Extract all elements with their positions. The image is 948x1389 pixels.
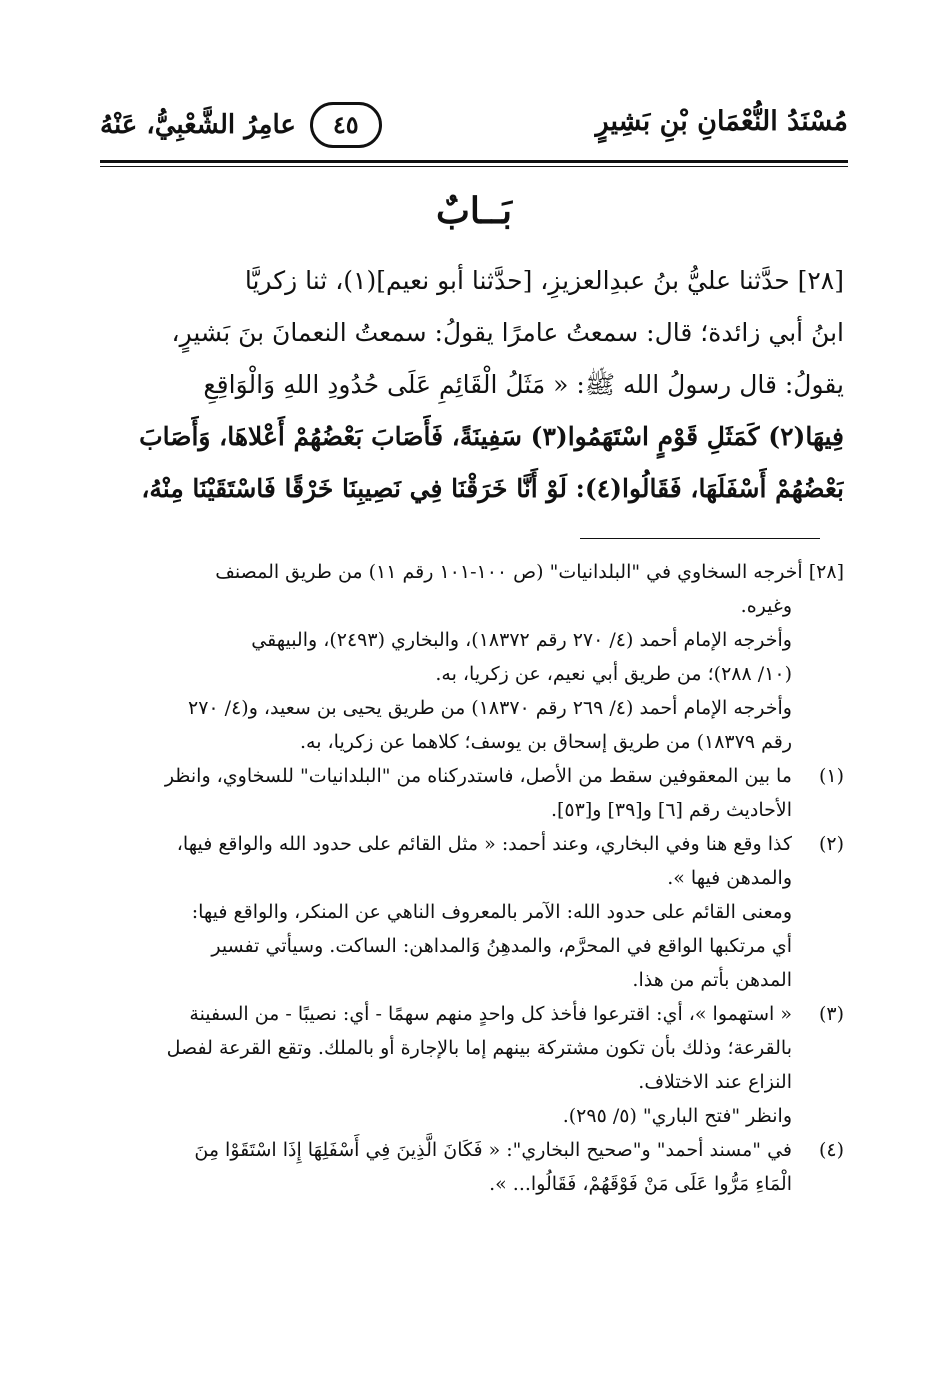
hadith-line: ابنُ أبي زائدة؛ قال: سمعتُ عامرًا يقولُ: سمعتُ النعمانَ بنَ بَشيرٍ،: [171, 318, 844, 347]
header-left-group: [100, 102, 382, 148]
footnote-line: « استهموا »، أي: اقترعوا فأخذ كل واحدٍ منهم سهمًا - أي: نصيبًا - من السفينة: [189, 1003, 792, 1025]
footnote-line: أي مرتكبها الواقع في المحرَّم، والمدهِنُ وَالمداهن: الساكت. وسيأتي تفسير: [211, 935, 792, 957]
footnote-line: والمدهن فيها ».: [667, 867, 792, 889]
footnote-28: [104, 555, 844, 623]
footnote-line: المدهن بأتم من هذا.: [632, 969, 792, 991]
section-title: عامِرُ الشَّعْبِيُّ، عَنْهُ: [100, 110, 296, 140]
footnote-2: [104, 827, 844, 895]
footnote-line: الْمَاءِ مَرُّوا عَلَى مَنْ فَوْقَهُمْ، فَقَالُوا... ».: [489, 1173, 792, 1195]
footnote-4: [104, 1133, 844, 1201]
footnote-28-b: [104, 623, 844, 691]
footnote-line: بالقرعة؛ وذلك بأن تكون مشتركة بينهم إما بالإجارة أو بالملك. وتقع القرعة لفصل: [166, 1037, 792, 1059]
footnote-separator: [580, 538, 820, 539]
footnotes: [104, 555, 844, 1201]
footnote-line: في "مسند أحمد" و"صحيح البخاري": « فَكَانَ الَّذِينَ فِي أَسْفَلِهَا إِذَا اسْتَقَوْا مِنَ: [194, 1139, 792, 1161]
header-rule-thin: [100, 166, 848, 167]
hadith-line: بَعْضُهُمْ أَسْفَلَهَا، فَقَالُوا(٤): لَوْ أَنَّا خَرَقْنَا فِي نَصِيبِنَا خَرْقًا فَاسْتَقَيْنَا مِنْهُ،: [141, 474, 844, 503]
footnote-mark: (١): [818, 765, 844, 787]
page-number: ٤٥: [310, 102, 382, 148]
footnote-line: الأحاديث رقم [٦] و[٣٩] و[٥٣].: [550, 799, 792, 821]
header-rule-thick: [100, 160, 848, 163]
page-header: [100, 92, 848, 154]
footnote-1: [104, 759, 844, 827]
hadith-line: فِيهَا(٢) كَمَثَلِ قَوْمٍ اسْتَهَمُوا(٣) سَفِينَةً، فَأَصَابَ بَعْضُهُمْ أَعْلاهَا، وَأَصَابَ: [139, 422, 844, 451]
footnote-line: (١٠/ ٢٨٨)؛ من طريق أبي نعيم، عن زكريا، به.: [435, 663, 792, 685]
hadith-line: [٢٨] حدَّثنا عليُّ بنُ عبدِالعزيزِ، [حدَّثنا أبو نعيم](١)، ثنا زكريَّا: [244, 266, 844, 295]
footnote-3-b: [104, 1099, 844, 1133]
footnote-mark: (٢): [818, 833, 844, 855]
footnote-mark: (٣): [818, 1003, 844, 1025]
footnote-2-b: [104, 895, 844, 997]
footnote-line: وأخرجه الإمام أحمد (٤/ ٢٧٠ رقم ١٨٣٧٢)، والبخاري (٢٤٩٣)، والبيهقي: [251, 629, 792, 651]
footnote-mark: (٤): [818, 1139, 844, 1161]
footnote-3: [104, 997, 844, 1099]
footnote-line: رقم ١٨٣٧٩) من طريق إسحاق بن يوسف؛ كلاهما عن زكريا، به.: [299, 731, 792, 753]
hadith-text: [104, 255, 844, 515]
footnote-line: النزاع عند الاختلاف.: [638, 1071, 792, 1093]
chapter-title: بَــابٌ: [436, 190, 512, 232]
book-title: مُسْنَدُ النُّعْمَانِ بْنِ بَشِيرٍ: [595, 106, 848, 137]
footnote-line: وغيره.: [740, 595, 792, 617]
footnote-line: كذا وقع هنا وفي البخاري، وعند أحمد: « مثل القائم على حدود الله والواقع فيها،: [176, 833, 792, 855]
footnote-line: وانظر "فتح الباري" (٥/ ٢٩٥).: [562, 1105, 792, 1127]
footnote-line: وأخرجه الإمام أحمد (٤/ ٢٦٩ رقم ١٨٣٧٠) من طريق يحيى بن سعيد، و(٤/ ٢٧٠: [187, 697, 792, 719]
footnote-line: [٢٨] أخرجه السخاوي في "البلدانيات" (ص ١٠٠-١٠١ رقم ١١) من طريق المصنف: [215, 561, 844, 583]
footnote-line: ما بين المعقوفين سقط من الأصل، فاستدركناه من "البلدانيات" للسخاوي، وانظر: [164, 765, 792, 787]
footnote-line: ومعنى القائم على حدود الله: الآمر بالمعروف الناهي عن المنكر، والواقع فيها:: [191, 901, 792, 923]
hadith-line: يقولُ: قال رسولُ الله ﷺ: « مَثَلُ الْقَائِمِ عَلَى حُدُودِ اللهِ وَالْوَاقِعِ: [203, 370, 844, 399]
footnote-28-c: [104, 691, 844, 759]
